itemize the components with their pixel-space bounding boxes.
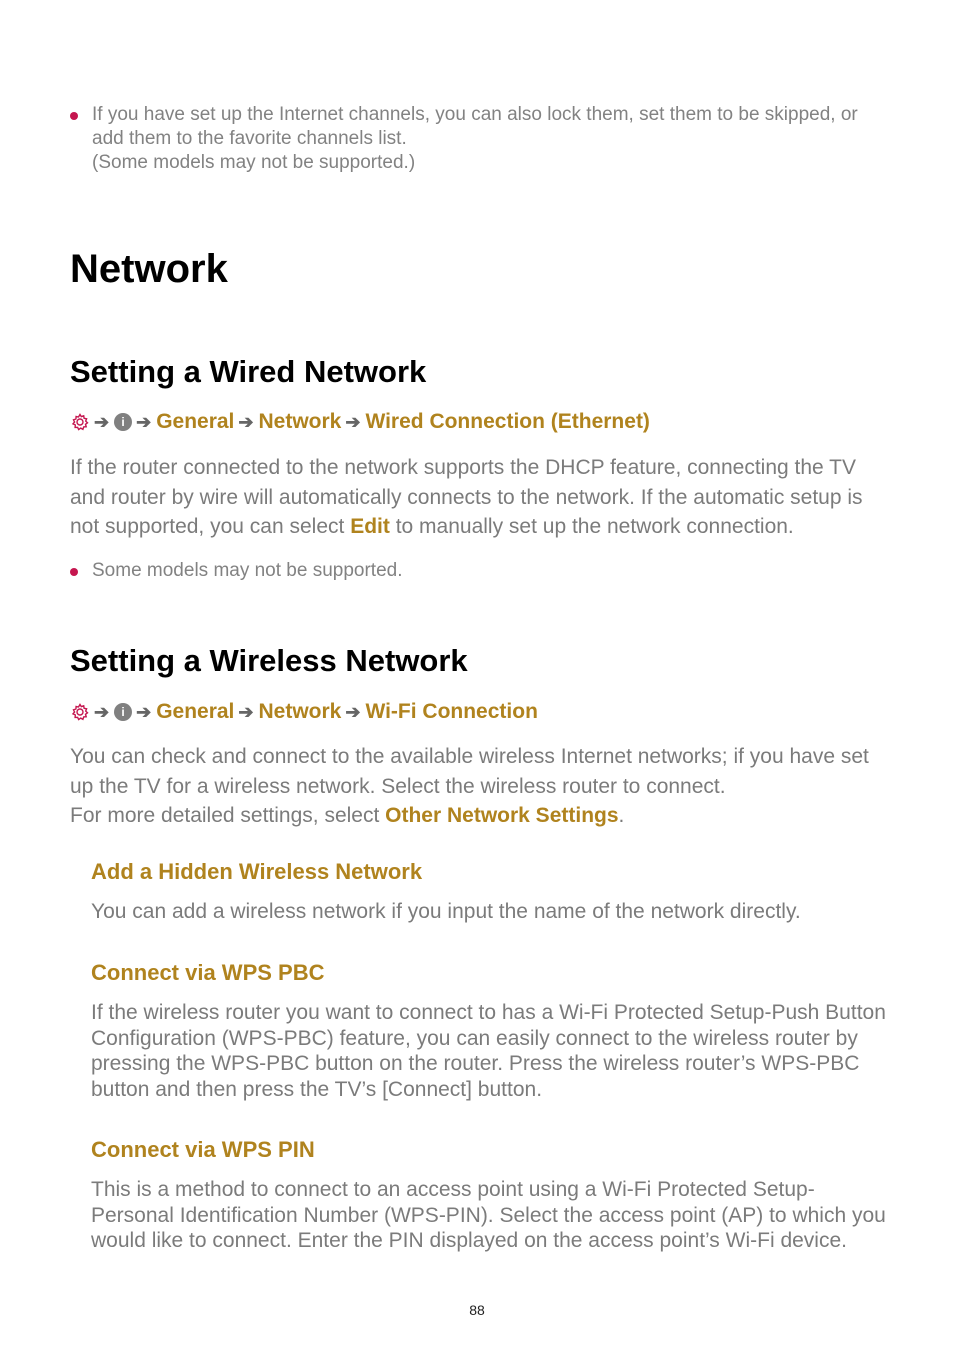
info-icon: i bbox=[114, 413, 132, 431]
wireless-body bbox=[70, 742, 870, 831]
top-note-line-1: If you have set up the Internet channels, you can also lock them, set them to be skipped, or bbox=[92, 104, 858, 125]
bullet-icon bbox=[70, 568, 78, 576]
wired-body-after: to manually set up the network connection. bbox=[389, 515, 794, 538]
wired-note: Some models may not be supported. bbox=[92, 560, 403, 581]
arrow-right-icon: ➔ bbox=[345, 411, 361, 432]
other-network-settings-label: Other Network Settings bbox=[385, 804, 619, 827]
wired-body bbox=[70, 453, 870, 542]
hidden-network-heading: Add a Hidden Wireless Network bbox=[91, 859, 423, 884]
path-item-general: General bbox=[156, 700, 235, 723]
wireless-heading: Setting a Wireless Network bbox=[70, 643, 468, 678]
path-item-wired-connection: Wired Connection (Ethernet) bbox=[365, 410, 650, 433]
arrow-right-icon: ➔ bbox=[345, 701, 361, 722]
arrow-right-icon: ➔ bbox=[238, 701, 254, 722]
wireless-menu-path bbox=[70, 700, 538, 724]
path-item-wifi-connection: Wi-Fi Connection bbox=[365, 700, 538, 723]
page-number: 88 bbox=[469, 1302, 485, 1318]
arrow-right-icon: ➔ bbox=[136, 701, 152, 722]
wired-body-edit: Edit bbox=[350, 515, 390, 538]
path-item-network: Network bbox=[258, 410, 342, 433]
top-note bbox=[92, 103, 912, 175]
arrow-right-icon: ➔ bbox=[94, 701, 110, 722]
gear-icon bbox=[70, 412, 90, 432]
wps-pbc-body: If the wireless router you want to connect to has a Wi-Fi Protected Setup-Push Button Configuration (WPS-PBC) feature, you can easily connect to the wireless router by pressing the WPS-PBC button on the router. Press the wireless router’s WPS-PBC button and then press the TV’s [Connect] button. bbox=[91, 1001, 886, 1101]
wired-heading: Setting a Wired Network bbox=[70, 354, 427, 389]
top-note-line-3: (Some models may not be supported.) bbox=[92, 152, 416, 173]
top-note-line-2: add them to the favorite channels list. bbox=[92, 128, 407, 149]
gear-icon bbox=[70, 702, 90, 722]
wps-pbc-heading: Connect via WPS PBC bbox=[91, 960, 325, 985]
arrow-right-icon: ➔ bbox=[94, 411, 110, 432]
path-item-network: Network bbox=[258, 700, 342, 723]
wps-pin-body: This is a method to connect to an access point using a Wi-Fi Protected Setup-Personal Identification Number (WPS-PIN). Select the access point (AP) to which you would like to connect. Enter the PIN displayed on the access point’s Wi-Fi device. bbox=[91, 1178, 886, 1252]
wired-body-before: If the router connected to the network supports the DHCP feature, connecting the TV and router by wire will automatically connects to the network. If the automatic setup is not supported, you can select bbox=[70, 456, 863, 538]
info-icon: i bbox=[114, 703, 132, 721]
hidden-network-body: You can add a wireless network if you input the name of the network directly. bbox=[91, 900, 801, 923]
wired-menu-path bbox=[70, 410, 650, 434]
wireless-body-line-2-after: . bbox=[618, 804, 625, 827]
wireless-body-line-1: You can check and connect to the available wireless Internet networks; if you have set up the TV for a wireless network. Select the wireless router to connect. bbox=[70, 745, 869, 798]
page-title: Network bbox=[70, 247, 228, 291]
bullet-icon bbox=[70, 112, 78, 120]
wps-pin-heading: Connect via WPS PIN bbox=[91, 1137, 315, 1162]
wireless-body-line-2-before: For more detailed settings, select bbox=[70, 804, 386, 827]
arrow-right-icon: ➔ bbox=[238, 411, 254, 432]
arrow-right-icon: ➔ bbox=[136, 411, 152, 432]
path-item-general: General bbox=[156, 410, 235, 433]
wireless-body-line-2 bbox=[70, 801, 870, 831]
